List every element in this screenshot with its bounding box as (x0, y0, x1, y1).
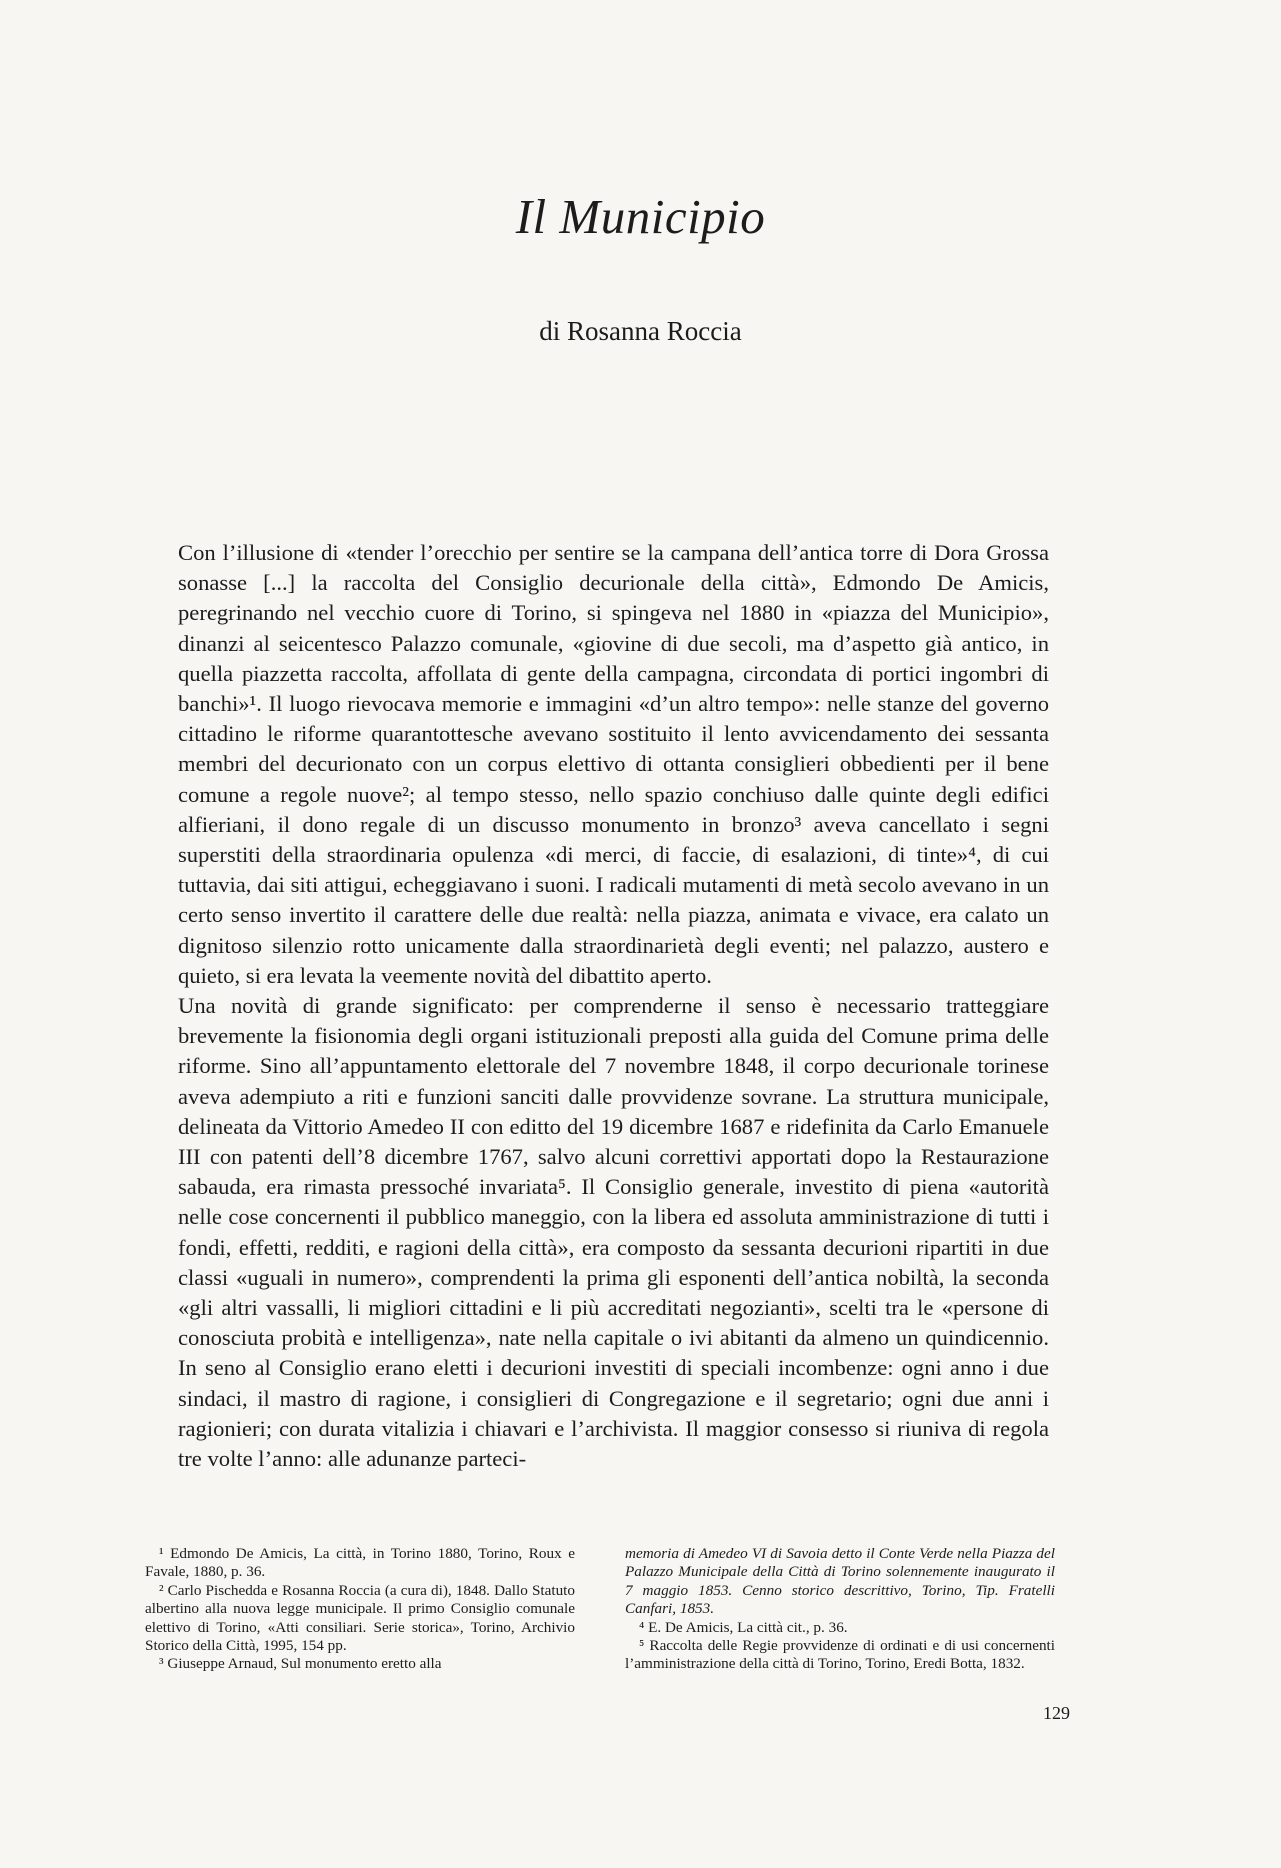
footnote-2: ² Carlo Pischedda e Rosanna Roccia (a cura di), 1848. Dallo Statuto albertino alla nuova legge municipale. Il primo Consiglio comunale elettivo di Torino, «Atti consiliari. Serie storica», Torino, Archivio Storico della Città, 1995, 154 pp. (145, 1581, 575, 1655)
body-text (178, 538, 1049, 1474)
footnotes-left-column (145, 1545, 575, 1674)
footnotes (145, 1545, 1055, 1674)
body-paragraph-2: Una novità di grande significato: per comprenderne il senso è necessario tratteggiare brevemente la fisionomia degli organi istituzionali preposti alla guida del Comune prima delle riforme. Sino all’appuntamento elettorale del 7 novembre 1848, il corpo decurionale torinese aveva adempiuto a riti e funzioni sanciti dalle provvidenze sovrane. La struttura municipale, delineata da Vittorio Amedeo II con editto del 19 dicembre 1687 e ridefinita da Carlo Emanuele III con patenti dell’8 dicembre 1767, salvo alcuni correttivi apportati dopo la Restaurazione sabauda, era rimasta pressoché invariata⁵. Il Consiglio generale, investito di piena «autorità nelle cose concernenti il pubblico maneggio, con la libera ed assoluta amministrazione di tutti i fondi, effetti, redditi, e ragioni della città», era composto da sessanta decurioni ripartiti in due classi «uguali in numero», comprendenti la prima gli esponenti dell’antica nobiltà, la seconda «gli altri vassalli, li migliori cittadini e li più accreditati negozianti», scelti tra le «persone di conosciuta probità e intelligenza», nate nella capitale o ivi abitanti da almeno un quindicennio. In seno al Consiglio erano eletti i decurioni investiti di speciali incombenze: ogni anno i due sindaci, il mastro di ragione, i consiglieri di Congregazione e il segretario; ogni due anni i ragionieri; con durata vitalizia i chiavari e l’archivista. Il maggior consesso si riuniva di regola tre volte l’anno: alle adunanze parteci- (178, 993, 1049, 1472)
footnote-4: ⁴ E. De Amicis, La città cit., p. 36. (639, 1618, 848, 1636)
page-number: 129 (1043, 1703, 1070, 1723)
body-paragraph-1: Con l’illusione di «tender l’orecchio per sentire se la campana dell’antica torre di Dora Grossa sonasse [...] la raccolta del Consiglio decurionale della città», Edmondo De Amicis, peregrinando nel vecchio cuore di Torino, si spingeva nel 1880 in «piazza del Municipio», dinanzi al seicentesco Palazzo comunale, «giovine di due secoli, ma d’aspetto già antico, in quella piazzetta raccolta, affollata di gente della campagna, circondata di portici ingombri di banchi»¹. Il luogo rievocava memorie e immagini «d’un altro tempo»: nelle stanze del governo cittadino le riforme quarantottesche avevano sostituito il lento avvicendamento dei sessanta membri del decurionato con un corpus elettivo di ottanta consiglieri obbedienti per il bene comune a regole nuove²; al tempo stesso, nello spazio conchiuso dalle quinte degli edifici alfieriani, il dono regale di un discusso monumento in bronzo³ aveva cancellato i segni superstiti della straordinaria opulenza «di merci, di faccie, di esalazioni, di tinte»⁴, di cui tuttavia, dai siti attigui, echeggiavano i suoni. I radicali mutamenti di metà secolo avevano in un certo senso invertito il carattere delle due realtà: nella piazza, animata e vivace, era calato un dignitoso silenzio rotto unicamente dalla straordinarietà degli eventi; nel palazzo, austero e quieto, si era levata la veemente novità del dibattito aperto. (178, 540, 1049, 988)
footnotes-right-column (625, 1545, 1055, 1674)
chapter-title: Il Municipio (515, 189, 766, 244)
footnote-1: ¹ Edmondo De Amicis, La città, in Torino 1880, Torino, Roux e Favale, 1880, p. 36. (145, 1545, 575, 1581)
footnote-5: ⁵ Raccolta delle Regie provvidenze di ordinati e di usi concernenti l’amministrazione della città di Torino, Torino, Eredi Botta, 1832. (625, 1637, 1055, 1673)
chapter-author: di Rosanna Roccia (539, 316, 742, 346)
footnote-3-start: ³ Giuseppe Arnaud, Sul monumento eretto alla (159, 1655, 442, 1673)
footnote-3-continued: memoria di Amedeo VI di Savoia detto il Conte Verde nella Piazza del Palazzo Municipale della Città di Torino solennemente inaugurato il 7 maggio 1853. Cenno storico descrittivo, Torino, Tip. Fratelli Canfari, 1853. (625, 1545, 1055, 1618)
